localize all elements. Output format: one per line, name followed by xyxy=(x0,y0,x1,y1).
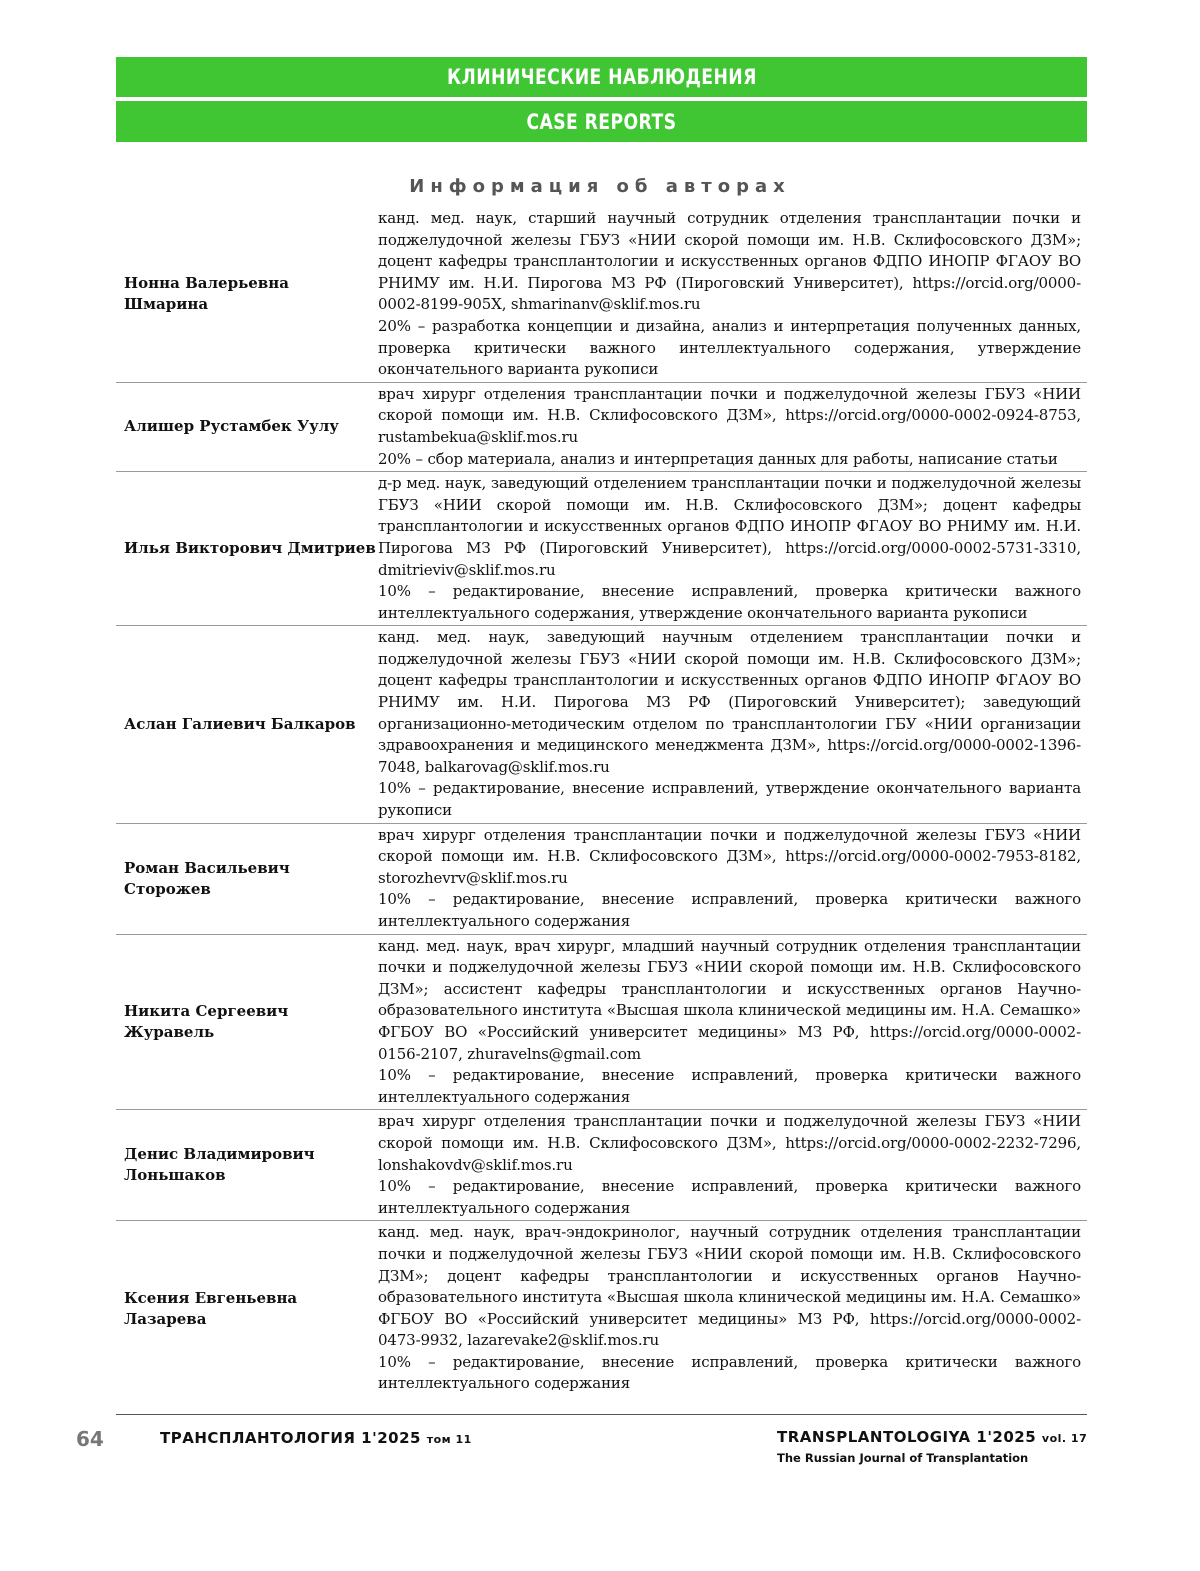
journal-issue-en: 1'2025 xyxy=(976,1428,1037,1446)
author-position: д-р мед. наук, заведующий отделением трансплантации почки и поджелудочной железы ГБУЗ «НИИ скорой помощи им. Н.В. Склифосовского ДЗМ»; доцент кафедры трансплантологии и искусственных органов ФДПО ИНОПР ФГАОУ ВО РНИМУ им. Н.И. Пирогова МЗ РФ (Пироговский Университет), https://orcid.org/0000-0002-5731-3310, dmitrieviv@sklif.mos.ru xyxy=(378,474,1081,579)
author-info xyxy=(378,207,1087,382)
author-row xyxy=(116,472,1087,626)
author-name: Ксения Евгеньевна Лазарева xyxy=(124,1288,298,1328)
journal-issue-ru: 1'2025 xyxy=(361,1429,421,1447)
author-info xyxy=(378,472,1087,625)
author-contribution: 20% – разработка концепции и дизайна, анализ и интерпретация полученных данных, проверка критически важного интеллектуального содержания, утверждение окончательного варианта рукописи xyxy=(378,316,1081,379)
author-info xyxy=(378,626,1087,822)
author-name: Роман Васильевич Сторожев xyxy=(124,858,290,898)
author-info xyxy=(378,824,1087,934)
author-row xyxy=(116,1110,1087,1221)
journal-name-ru xyxy=(160,1429,472,1447)
journal-volume-en: vol. 17 xyxy=(1041,1432,1088,1445)
author-contribution: 10% – редактирование, внесение исправлений, проверка критически важного интеллектуального содержания xyxy=(378,1066,1081,1106)
section-header-en-text: CASE REPORTS xyxy=(526,109,677,134)
author-position: канд. мед. наук, старший научный сотрудник отделения трансплантации почки и поджелудочной железы ГБУЗ «НИИ скорой помощи им. Н.В. Склифосовского ДЗМ»; доцент кафедры трансплантологии и искусственных органов ФДПО ИНОПР ФГАОУ ВО РНИМУ им. Н.И. Пирогова МЗ РФ (Пироговский Университет), https://orcid.org/0000-0002-8199-905X, shmarinanv@sklif.mos.ru xyxy=(378,209,1081,314)
journal-title-en: TRANSPLANTOLOGIYA xyxy=(777,1428,971,1446)
authors-table xyxy=(116,207,1087,1396)
author-position: врач хирург отделения трансплантации почки и поджелудочной железы ГБУЗ «НИИ скорой помощи им. Н.В. Склифосовского ДЗМ», https://orcid.org/0000-0002-0924-8753, rustambekua@sklif.mos.ru xyxy=(378,384,1081,446)
author-name: Аслан Галиевич Балкаров xyxy=(124,714,356,733)
section-header-ru xyxy=(116,57,1087,97)
author-position: врач хирург отделения трансплантации почки и поджелудочной железы ГБУЗ «НИИ скорой помощи им. Н.В. Склифосовского ДЗМ», https://orcid.org/0000-0002-2232-7296, lonshakovdv@sklif.mos.ru xyxy=(378,1112,1081,1174)
author-position: канд. мед. наук, врач-эндокринолог, научный сотрудник отделения трансплантации почки и поджелудочной железы ГБУЗ «НИИ скорой помощи им. Н.В. Склифосовского ДЗМ»; доцент кафедры трансплантологии и искусственных органов Научно-образовательного института «Высшая школа клинической медицины им. Н.А. Семашко» ФГБОУ ВО «Российский университет медицины» МЗ РФ, https://orcid.org/0000-0002-0473-9932, lazarevake2@sklif.mos.ru xyxy=(378,1223,1081,1350)
journal-subtitle-en: The Russian Journal of Transplantation xyxy=(777,1451,1029,1465)
author-contribution: 10% – редактирование, внесение исправлений, утверждение окончательного варианта рукописи xyxy=(378,779,1081,820)
author-position: канд. мед. наук, врач хирург, младший научный сотрудник отделения трансплантации почки и поджелудочной железы ГБУЗ «НИИ скорой помощи им. Н.В. Склифосовского ДЗМ»; ассистент кафедры трансплантологии и искусственных органов Научно-образовательного института «Высшая школа клинической медицины им. Н.А. Семашко» ФГБОУ ВО «Российский университет медицины» МЗ РФ, https://orcid.org/0000-0002-0156-2107, zhuravelns@gmail.com xyxy=(378,936,1081,1063)
author-name: Алишер Рустамбек Уулу xyxy=(124,417,339,436)
author-row xyxy=(116,626,1087,823)
author-contribution: 10% – редактирование, внесение исправлений, проверка критически важного интеллектуального содержания xyxy=(378,1352,1081,1393)
section-header-ru-text: КЛИНИЧЕСКИЕ НАБЛЮДЕНИЯ xyxy=(446,65,757,89)
author-position: канд. мед. наук, заведующий научным отделением трансплантации почки и поджелудочной железы ГБУЗ «НИИ скорой помощи им. Н.В. Склифосовского ДЗМ»; доцент кафедры трансплантологии и искусственных органов ФДПО ИНОПР ФГАОУ ВО РНИМУ им. Н.И. Пирогова МЗ РФ (Пироговский Университет); заведующий организационно-методическим отделом по трансплантологии ГБУ «НИИ организации здравоохранения и медицинского менеджмента ДЗМ», https://orcid.org/0000-0002-1396-7048, balkarovag@sklif.mos.ru xyxy=(378,628,1081,776)
author-name: Нонна Валерьевна Шмарина xyxy=(124,274,289,314)
page-number: 64 xyxy=(76,1427,104,1451)
author-contribution: 10% – редактирование, внесение исправлений, проверка критически важного интеллектуального содержания xyxy=(378,890,1081,930)
author-row xyxy=(116,383,1087,472)
journal-title-ru: ТРАНСПЛАНТОЛОГИЯ xyxy=(160,1429,356,1447)
author-name: Илья Викторович Дмитриев xyxy=(124,539,376,558)
author-contribution: 10% – редактирование, внесение исправлений, проверка критически важного интеллектуального содержания xyxy=(378,1177,1081,1217)
author-info xyxy=(378,383,1087,471)
section-header-en xyxy=(116,101,1087,142)
footer-divider xyxy=(116,1414,1087,1415)
author-position: врач хирург отделения трансплантации почки и поджелудочной железы ГБУЗ «НИИ скорой помощи им. Н.В. Склифосовского ДЗМ», https://orcid.org/0000-0002-7953-8182, storozhevrv@sklif.mos.ru xyxy=(378,825,1081,887)
author-name: Денис Владимирович Лоньшаков xyxy=(124,1145,315,1185)
author-row xyxy=(116,935,1087,1111)
author-info xyxy=(378,935,1087,1110)
author-contribution: 10% – редактирование, внесение исправлений, проверка критически важного интеллектуального содержания, утверждение окончательного варианта рукописи xyxy=(378,582,1081,622)
author-contribution: 20% – сбор материала, анализ и интерпретация данных для работы, написание статьи xyxy=(378,449,1058,468)
author-row xyxy=(116,207,1087,383)
journal-name-en xyxy=(777,1428,1087,1446)
author-name: Никита Сергеевич Журавель xyxy=(124,1001,289,1041)
author-row xyxy=(116,1221,1087,1396)
page-title: Информация об авторах xyxy=(409,176,791,197)
author-info xyxy=(378,1221,1087,1396)
author-info xyxy=(378,1110,1087,1220)
journal-volume-ru: том 11 xyxy=(426,1433,472,1446)
author-row xyxy=(116,824,1087,935)
